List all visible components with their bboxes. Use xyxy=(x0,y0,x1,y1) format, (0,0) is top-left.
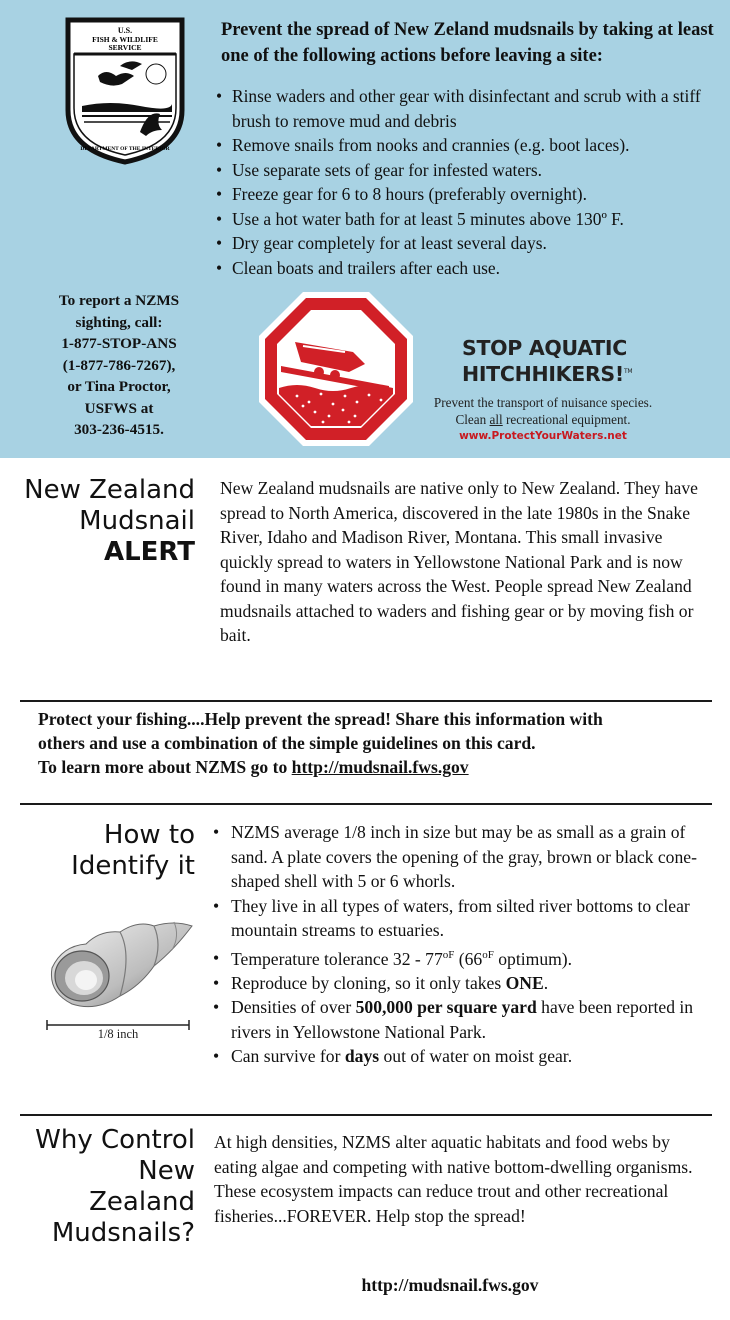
list-item: • Use separate sets of gear for infested waters. xyxy=(216,158,721,183)
divider xyxy=(20,803,712,805)
stop-hitchhikers-subtitle: Prevent the transport of nuisance species. Clean all recreational equipment. xyxy=(433,395,653,427)
list-item: • Dry gear completely for at least several days. xyxy=(216,231,721,256)
alert-heading: New Zealand Mudsnail ALERT xyxy=(24,475,195,567)
stop-aquatic-hitchhikers-icon xyxy=(257,290,415,448)
list-item: • Reproduce by cloning, so it only takes ONE. xyxy=(213,971,713,996)
svg-text:U.S.: U.S. xyxy=(117,26,133,35)
list-item: • Rinse waders and other gear with disinfectant and scrub with a stiff brush to remove mud and debris xyxy=(216,84,721,133)
list-item: • Densities of over 500,000 per square yard have been reported in rivers in Yellowstone National Park. xyxy=(213,995,713,1044)
alert-description: New Zealand mudsnails are native only to New Zealand. They have spread to North America, discovered in the late 1980s in the Snake River, Idaho and Madison River, Montana. This small invasive quickly spread to waters in Yellowstone National Park and is now found in many waters across the West. People spread New Zealand mudsnails attached to waders and fishing gear or by moving fish or bait. xyxy=(220,478,698,645)
footer-website-link[interactable]: http://mudsnail.fws.gov xyxy=(361,1275,539,1295)
mudsnail-shell-icon xyxy=(42,900,198,1012)
mudsnail-website-link[interactable]: http://mudsnail.fws.gov xyxy=(291,757,469,777)
list-item: • NZMS average 1/8 inch in size but may be as small as a grain of sand. A plate covers the opening of the gray, brown or black cone-shaped shell with 5 or 6 whorls. xyxy=(213,820,713,894)
why-control-heading: Why Control New Zealand Mudsnails? xyxy=(35,1125,195,1248)
protect-fishing-message: Protect your fishing....Help prevent the spread! Share this information with others and use a combination of the simple guidelines on this card. To learn more about NZMS go to http://mudsnail.fws.gov xyxy=(38,709,603,777)
prevention-heading: Prevent the spread of New Zeland mudsnails by taking at least one of the following actions before leaving a site: xyxy=(221,20,714,66)
svg-text:FISH & WILDLIFE: FISH & WILDLIFE xyxy=(92,35,158,44)
identify-heading: How to Identify it xyxy=(71,820,195,881)
prevention-panel xyxy=(0,0,730,458)
why-control-description: At high densities, NZMS alter aquatic habitats and food webs by eating algae and competing with native bottom-dwelling organisms. These ecosystem impacts can reduce trout and other recreational fisheries...FOREVER. Help stop the spread! xyxy=(214,1132,693,1226)
list-item: • Freeze gear for 6 to 8 hours (preferably overnight). xyxy=(216,182,721,207)
report-sighting-contact: To report a NZMS sighting, call: 1-877-STOP-ANS (1-877-786-7267), or Tina Proctor, USFWS at 303-236-4515. xyxy=(34,290,204,441)
divider xyxy=(20,1114,712,1116)
divider xyxy=(20,700,712,702)
list-item: • Can survive for days out of water on moist gear. xyxy=(213,1044,713,1069)
list-item: • Remove snails from nooks and crannies (e.g. boot laces). xyxy=(216,133,721,158)
svg-text:DEPARTMENT OF THE INTERIOR: DEPARTMENT OF THE INTERIOR xyxy=(80,146,170,152)
identify-list xyxy=(213,820,713,1069)
phone-number: 303-236-4515. xyxy=(74,421,164,438)
list-item: • Temperature tolerance $32 - 77^{oF}$ ($66^{oF}$ optimum). xyxy=(213,943,713,971)
list-item: • Clean boats and trailers after each use. xyxy=(216,256,721,281)
stop-hitchhikers-title: STOP AQUATIC HITCHHIKERS!™ xyxy=(462,336,633,386)
list-item: • Use a hot water bath for at least 5 minutes above 130º F. xyxy=(216,207,721,232)
prevention-list xyxy=(216,84,721,280)
protect-your-waters-link[interactable]: www.ProtectYourWaters.net xyxy=(459,430,627,442)
scale-label: 1/8 inch xyxy=(97,1027,139,1041)
usfws-shield-logo xyxy=(60,14,190,166)
svg-text:SERVICE: SERVICE xyxy=(108,43,142,52)
list-item: • They live in all types of waters, from silted river bottoms to clear mountain streams to estuaries. xyxy=(213,894,713,943)
hotline-number: 1-877-STOP-ANS xyxy=(61,335,177,352)
